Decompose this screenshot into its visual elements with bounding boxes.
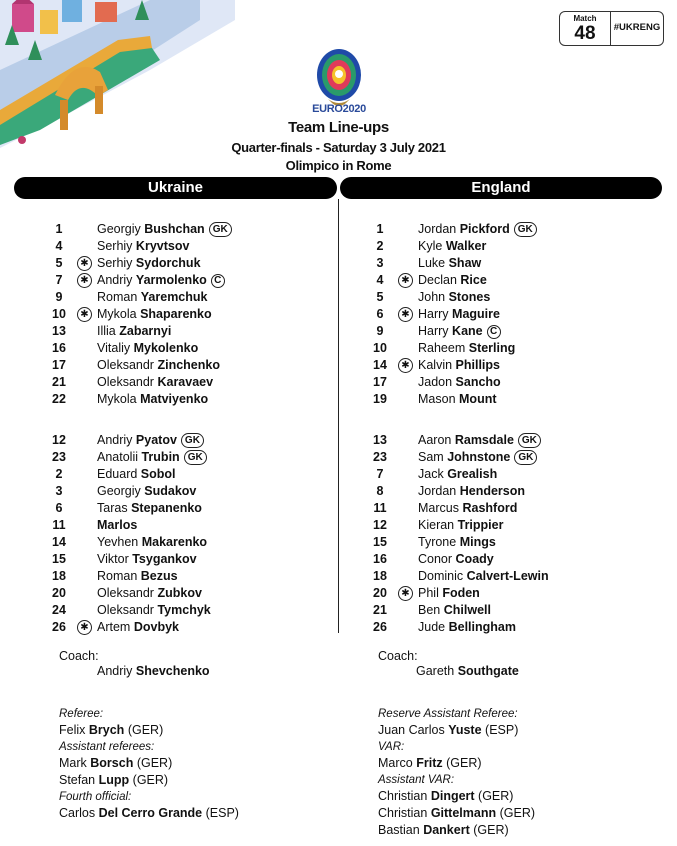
shirt-number: 4 (376, 273, 384, 287)
first-name: Serhiy (97, 239, 133, 253)
last-name: Tsygankov (132, 552, 197, 566)
shirt-number: 6 (376, 307, 384, 321)
shirt-number: 26 (52, 620, 66, 634)
first-name: Dominic (418, 569, 464, 583)
shirt-number: 19 (373, 392, 387, 406)
player-name (97, 255, 201, 272)
last-name: Shaw (448, 256, 482, 270)
first-name: Andriy (97, 433, 133, 447)
player-name (418, 340, 515, 357)
last-name: Coady (455, 552, 494, 566)
last-name: Sudakov (144, 484, 197, 498)
official-country: (GER) (446, 756, 482, 770)
official-country: (GER) (127, 723, 164, 737)
shirt-number: 22 (52, 392, 66, 406)
official-last-name: Dingert (430, 789, 475, 803)
first-name: Andriy (97, 273, 133, 287)
first-name: Luke (418, 256, 446, 270)
last-name: Chilwell (443, 603, 491, 617)
shirt-number: 21 (373, 603, 387, 617)
last-name: Zinchenko (157, 358, 220, 372)
player-name (97, 340, 198, 357)
shirt-number: 12 (373, 518, 387, 532)
last-name: Bellingham (448, 620, 516, 634)
coach-first-name: Gareth (416, 664, 455, 678)
first-name: Viktor (97, 552, 129, 566)
player-name (97, 585, 202, 602)
player-name (97, 323, 171, 340)
shirt-number: 24 (52, 603, 66, 617)
star-marker-icon: ✱ (398, 586, 413, 601)
official-country: (GER) (132, 773, 169, 787)
player-name (418, 517, 503, 534)
player-name (418, 432, 541, 449)
shirt-number: 17 (52, 358, 66, 372)
shirt-number: 26 (373, 620, 387, 634)
shirt-number: 3 (55, 484, 63, 498)
player-name (97, 500, 202, 517)
last-name: Sterling (468, 341, 516, 355)
shirt-number: 18 (52, 569, 66, 583)
first-name: Serhiy (97, 256, 133, 270)
last-name: Yaremchuk (140, 290, 208, 304)
first-name: Kalvin (418, 358, 453, 372)
official-first-name: Juan Carlos (378, 723, 445, 737)
official-first-name: Christian (378, 806, 428, 820)
shirt-number: 17 (373, 375, 387, 389)
last-name: Trippier (457, 518, 504, 532)
player-name (418, 534, 496, 551)
player-name (418, 357, 500, 374)
official-role-label: Assistant VAR: (378, 774, 455, 786)
first-name: Georgiy (97, 222, 141, 236)
player-name (97, 289, 208, 306)
first-name: Jadon (418, 375, 453, 389)
last-name: Sydorchuk (135, 256, 201, 270)
last-name: Tymchyk (157, 603, 211, 617)
official-country: (GER) (478, 789, 514, 803)
player-name (418, 500, 517, 517)
player-name (97, 551, 197, 568)
player-name (97, 432, 204, 449)
star-marker-icon: ✱ (398, 307, 413, 322)
shirt-number: 4 (55, 239, 63, 253)
official-last-name: Del Cerro Grande (98, 806, 203, 820)
last-name: Rice (460, 273, 487, 287)
last-name: Matviyenko (140, 392, 209, 406)
goalkeeper-badge: GK (209, 222, 232, 237)
first-name: Oleksandr (97, 603, 154, 617)
player-name (97, 568, 178, 585)
euro2020-logo-text: EURO2020 (312, 103, 366, 115)
player-name (97, 221, 232, 238)
venue: Olimpico in Rome (285, 158, 392, 173)
player-name (97, 391, 208, 408)
last-name: Dovbyk (133, 620, 179, 634)
shirt-number: 20 (52, 586, 66, 600)
match-number: 48 (574, 23, 596, 44)
last-name: Karavaev (157, 375, 214, 389)
official-country: (GER) (473, 823, 509, 837)
star-marker-icon: ✱ (398, 358, 413, 373)
first-name: John (418, 290, 446, 304)
match-label: Match (573, 14, 597, 23)
first-name: Vitaliy (97, 341, 131, 355)
shirt-number: 18 (373, 569, 387, 583)
shirt-number: 23 (52, 450, 66, 464)
captain-badge: C (211, 274, 225, 288)
player-name (418, 306, 500, 323)
shirt-number: 11 (373, 501, 387, 515)
official-last-name: Gittelmann (430, 806, 497, 820)
official-name (378, 805, 535, 822)
first-name: Kieran (418, 518, 455, 532)
coach-last-name: Shevchenko (135, 664, 210, 678)
player-name (97, 534, 207, 551)
first-name: Oleksandr (97, 586, 154, 600)
column-divider (338, 199, 339, 633)
star-marker-icon: ✱ (77, 273, 92, 288)
first-name: Sam (418, 450, 444, 464)
last-name: Kane (452, 324, 483, 338)
shirt-number: 5 (376, 290, 384, 304)
player-name (418, 272, 487, 289)
player-name (418, 483, 525, 500)
shirt-number: 11 (52, 518, 66, 532)
official-role-label: Referee: (59, 708, 104, 720)
official-name (59, 805, 239, 822)
last-name: Trubin (141, 450, 180, 464)
player-name (418, 255, 481, 272)
captain-badge: C (487, 325, 501, 339)
shirt-number: 6 (55, 501, 63, 515)
official-country: (ESP) (485, 723, 519, 737)
official-country: (GER) (136, 756, 173, 770)
shirt-number: 12 (52, 433, 66, 447)
first-name: Jack (418, 467, 444, 481)
team-header-ukraine: Ukraine (14, 177, 337, 199)
first-name: Illia (97, 324, 116, 338)
first-name: Mykola (97, 307, 137, 321)
last-name: Foden (442, 586, 480, 600)
official-name (59, 722, 239, 739)
official-country: (ESP) (205, 806, 239, 820)
last-name: Walker (445, 239, 487, 253)
first-name: Jordan (418, 222, 457, 236)
player-name (97, 517, 137, 534)
official-role-label: Assistant referees: (59, 741, 155, 753)
shirt-number: 7 (376, 467, 384, 481)
player-name (97, 602, 211, 619)
player-name (418, 238, 486, 255)
first-name: Artem (97, 620, 131, 634)
shirt-number: 13 (373, 433, 387, 447)
last-name: Bezus (140, 569, 178, 583)
first-name: Oleksandr (97, 358, 154, 372)
player-name (418, 551, 494, 568)
star-marker-icon: ✱ (77, 620, 92, 635)
last-name: Zubkov (157, 586, 202, 600)
last-name: Stones (448, 290, 491, 304)
first-name: Eduard (97, 467, 138, 481)
official-name (59, 755, 239, 772)
first-name: Tyrone (418, 535, 457, 549)
last-name: Mount (459, 392, 497, 406)
shirt-number: 2 (376, 239, 384, 253)
last-name: Henderson (459, 484, 526, 498)
player-name (418, 374, 501, 391)
official-role-label: VAR: (378, 741, 405, 753)
coach-last-name: Southgate (457, 664, 519, 678)
goalkeeper-badge: GK (518, 433, 541, 448)
first-name: Taras (97, 501, 128, 515)
player-name (418, 585, 480, 602)
shirt-number: 21 (52, 375, 66, 389)
last-name: Shaparenko (140, 307, 212, 321)
first-name: Jude (418, 620, 446, 634)
shirt-number: 10 (52, 307, 66, 321)
team-header-england: England (340, 177, 662, 199)
coach-label: Coach: (378, 649, 418, 663)
first-name: Roman (97, 569, 138, 583)
shirt-number: 9 (55, 290, 63, 304)
shirt-number: 16 (373, 552, 387, 566)
last-name: Pickford (459, 222, 510, 236)
last-name: Pyatov (135, 433, 177, 447)
coach-ukraine (97, 664, 210, 678)
player-name (97, 449, 207, 466)
first-name: Phil (418, 586, 439, 600)
last-name: Maguire (452, 307, 500, 321)
last-name: Mings (459, 535, 496, 549)
goalkeeper-badge: GK (184, 450, 207, 465)
goalkeeper-badge: GK (514, 222, 537, 237)
player-name (97, 272, 225, 289)
star-marker-icon: ✱ (398, 273, 413, 288)
shirt-number: 5 (55, 256, 63, 270)
official-first-name: Christian (378, 789, 428, 803)
first-name: Oleksandr (97, 375, 154, 389)
star-marker-icon: ✱ (77, 307, 92, 322)
first-name: Georgiy (97, 484, 141, 498)
official-name (378, 755, 535, 772)
official-first-name: Carlos (59, 806, 96, 820)
coach-england (416, 664, 519, 678)
player-name (418, 568, 549, 585)
last-name: Stepanenko (131, 501, 202, 515)
shirt-number: 8 (376, 484, 384, 498)
official-name (378, 722, 535, 739)
player-name (97, 483, 196, 500)
goalkeeper-badge: GK (181, 433, 204, 448)
official-last-name: Borsch (90, 756, 134, 770)
last-name: Zabarnyi (119, 324, 172, 338)
shirt-number: 7 (55, 273, 63, 287)
official-last-name: Brych (88, 723, 125, 737)
official-last-name: Yuste (448, 723, 482, 737)
last-name: Sancho (455, 375, 501, 389)
shirt-number: 1 (55, 222, 63, 236)
official-first-name: Felix (59, 723, 86, 737)
official-name (59, 772, 239, 789)
last-name: Makarenko (141, 535, 208, 549)
match-round-date: Quarter-finals - Saturday 3 July 2021 (231, 140, 446, 155)
shirt-number: 2 (55, 467, 63, 481)
player-name (418, 391, 497, 408)
shirt-number: 10 (373, 341, 387, 355)
last-name: Johnstone (447, 450, 511, 464)
player-name (97, 619, 179, 636)
coach-first-name: Andriy (97, 664, 133, 678)
first-name: Declan (418, 273, 457, 287)
last-name: Calvert-Lewin (466, 569, 549, 583)
player-name (418, 221, 537, 238)
official-first-name: Mark (59, 756, 87, 770)
last-name: Grealish (447, 467, 498, 481)
match-officials-left (59, 706, 239, 822)
star-marker-icon: ✱ (77, 256, 92, 271)
shirt-number: 16 (52, 341, 66, 355)
match-box (559, 11, 664, 46)
match-hashtag: #UKRENG (613, 22, 661, 33)
shirt-number: 14 (52, 535, 66, 549)
first-name: Conor (418, 552, 453, 566)
first-name: Marcus (418, 501, 459, 515)
official-last-name: Fritz (416, 756, 443, 770)
first-name: Anatolii (97, 450, 138, 464)
official-first-name: Marco (378, 756, 413, 770)
player-name (418, 466, 497, 483)
match-officials-right (378, 706, 535, 839)
first-name: Ben (418, 603, 441, 617)
last-name: Yarmolenko (135, 273, 207, 287)
official-name (378, 822, 535, 839)
first-name: Jordan (418, 484, 457, 498)
shirt-number: 9 (376, 324, 384, 338)
official-role-label: Reserve Assistant Referee: (378, 708, 518, 720)
player-name (97, 374, 213, 391)
shirt-number: 13 (52, 324, 66, 338)
shirt-number: 15 (373, 535, 387, 549)
player-name (97, 238, 189, 255)
last-name: Rashford (462, 501, 518, 515)
shirt-number: 20 (373, 586, 387, 600)
first-name: Harry (418, 307, 449, 321)
first-name: Kyle (418, 239, 443, 253)
first-name: Mason (418, 392, 456, 406)
official-first-name: Bastian (378, 823, 420, 837)
player-name (418, 323, 501, 340)
goalkeeper-badge: GK (514, 450, 537, 465)
official-country: (GER) (499, 806, 536, 820)
shirt-number: 15 (52, 552, 66, 566)
first-name: Yevhen (97, 535, 139, 549)
player-name (97, 357, 220, 374)
last-name: Kryvtsov (135, 239, 190, 253)
last-name: Phillips (455, 358, 500, 372)
official-role-label: Fourth official: (59, 791, 132, 803)
player-name (97, 306, 212, 323)
player-name (97, 466, 176, 483)
last-name: Bushchan (144, 222, 205, 236)
player-name (418, 449, 537, 466)
official-name (378, 788, 535, 805)
first-name: Mykola (97, 392, 137, 406)
shirt-number: 1 (376, 222, 384, 236)
last-name: Sobol (140, 467, 176, 481)
shirt-number: 14 (373, 358, 387, 372)
official-first-name: Stefan (59, 773, 96, 787)
official-last-name: Lupp (98, 773, 130, 787)
official-last-name: Dankert (423, 823, 470, 837)
player-name (418, 619, 516, 636)
coach-label: Coach: (59, 649, 99, 663)
first-name: Harry (418, 324, 449, 338)
first-name: Roman (97, 290, 138, 304)
player-name (418, 602, 491, 619)
shirt-number: 3 (376, 256, 384, 270)
last-name: Marlos (97, 518, 138, 532)
last-name: Mykolenko (133, 341, 199, 355)
page-title: Team Line-ups (288, 119, 389, 136)
last-name: Ramsdale (454, 433, 514, 447)
first-name: Aaron (418, 433, 452, 447)
first-name: Raheem (418, 341, 466, 355)
shirt-number: 23 (373, 450, 387, 464)
player-name (418, 289, 490, 306)
